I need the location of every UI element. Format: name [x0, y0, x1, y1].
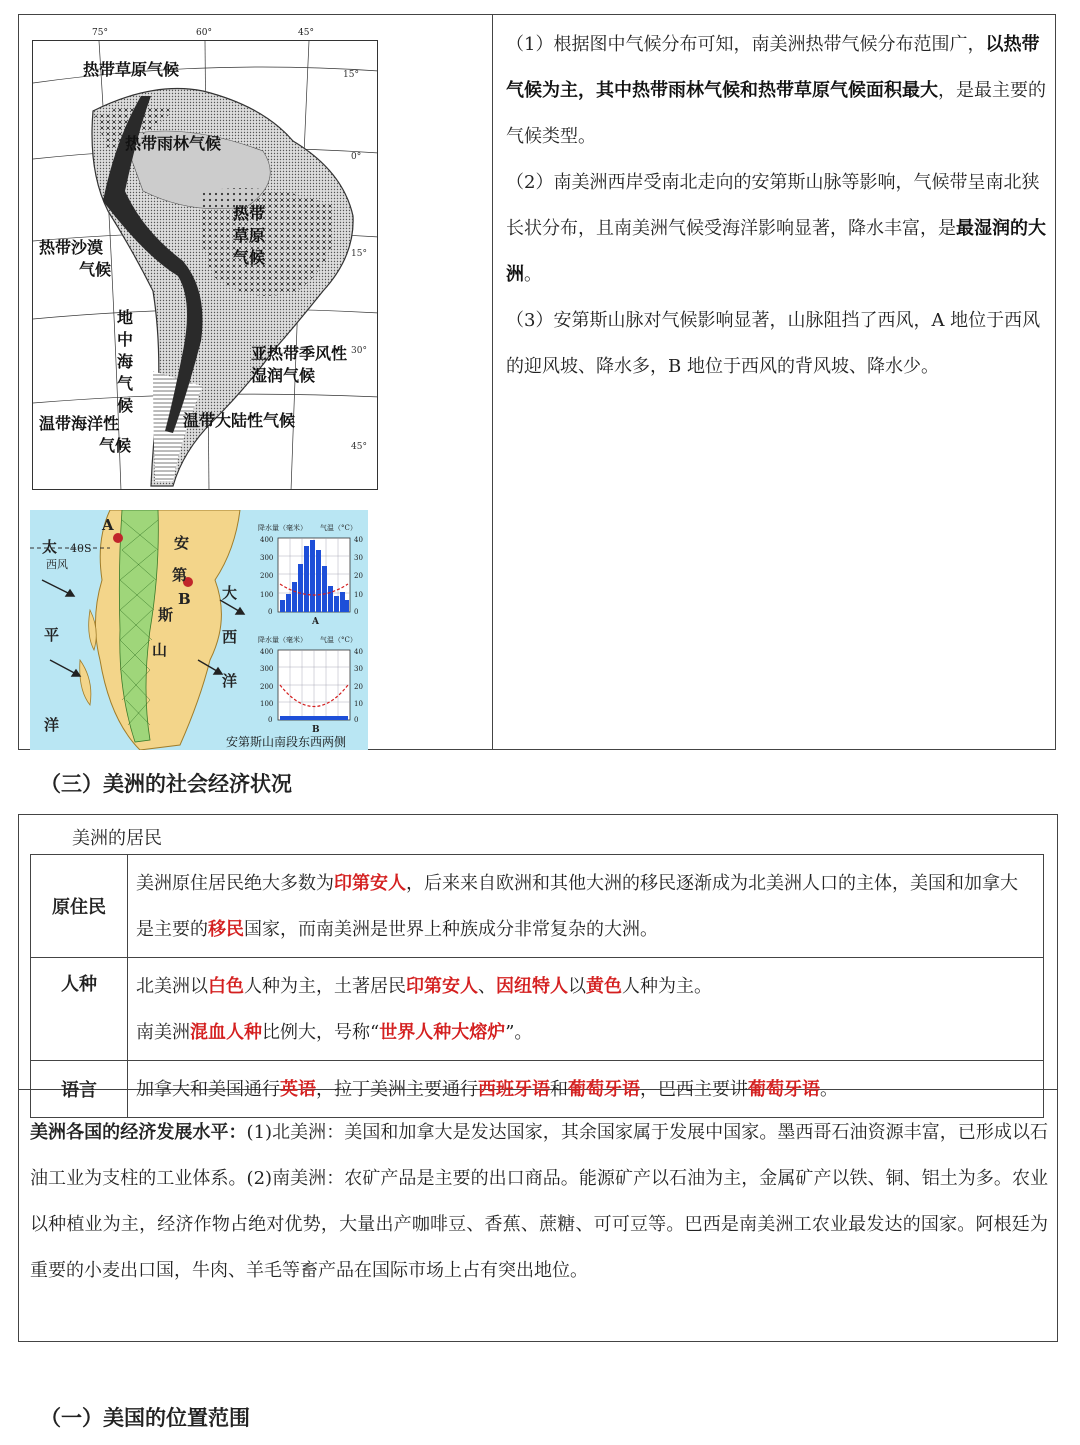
label-savanna-2: 草原 — [233, 226, 266, 245]
label-marine-1: 温带海洋性 — [39, 414, 120, 433]
label-andes-4: 山 — [152, 641, 168, 659]
residents-title: 美洲的居民 — [72, 828, 162, 849]
label-point-a: A — [102, 516, 114, 534]
climate-chart-b — [278, 650, 350, 720]
highlight-term: 西班牙语 — [478, 1079, 550, 1100]
label-pacific-1: 太 — [42, 538, 58, 556]
label-andes-1: 安 — [174, 534, 190, 552]
land-area — [95, 510, 240, 750]
chart-b-tick-200: 200 — [260, 683, 274, 691]
chart-b-temp-0: 0 — [354, 716, 359, 724]
label-atlantic-3: 洋 — [222, 672, 238, 690]
body-text: 北美洲以 — [136, 976, 208, 997]
chart-b-temp-header: 气温（°C） — [320, 636, 357, 644]
label-40s: 40S — [70, 542, 92, 555]
lat-label-45s: 45° — [351, 442, 367, 452]
body-text: 美洲原住居民绝大多数为 — [136, 873, 334, 894]
highlight-term: 混血人种 — [190, 1022, 262, 1043]
map2-caption: 安第斯山南段东西两侧 — [226, 735, 347, 749]
chart-a-precip-header: 降水量（毫米） — [258, 524, 307, 532]
chart-b-label: B — [312, 725, 320, 735]
table-row — [31, 958, 1044, 1061]
label-savanna-3: 气候 — [233, 248, 266, 267]
row-key: 人种 — [31, 958, 128, 1061]
chart-a-label: A — [312, 617, 319, 627]
chart-b-temp-10: 10 — [354, 700, 363, 708]
label-savanna-1: 热带 — [233, 204, 266, 223]
label-subtropical-2: 湿润气候 — [251, 366, 316, 385]
row-line — [136, 1010, 1035, 1056]
highlight-term: 印第安人 — [334, 873, 406, 894]
lat-label-0: 0° — [351, 152, 362, 162]
label-marine-2: 气候 — [99, 436, 132, 455]
chart-a-temp-10: 10 — [354, 591, 363, 599]
label-subtropical-1: 亚热带季风性 — [251, 344, 348, 363]
label-pacific-2: 平 — [44, 626, 60, 644]
economy-text — [30, 1110, 1048, 1294]
label-med-1: 地 — [117, 308, 134, 327]
body-text: 南美洲 — [136, 1022, 190, 1043]
p2-bold: 最湿润的大洲 — [506, 218, 1046, 285]
label-atlantic-1: 大 — [222, 584, 238, 602]
label-atlantic-2: 西 — [222, 628, 238, 646]
highlight-term: 黄色 — [586, 976, 622, 997]
chart-a-temp-header: 气温（°C） — [320, 524, 357, 532]
label-desert-1: 热带沙漠 — [39, 238, 104, 257]
chart-a-tick-100: 100 — [260, 591, 274, 599]
body-text: 人种为主，土著居民 — [244, 976, 406, 997]
label-savanna-north: 热带草原气候 — [83, 60, 180, 79]
body-text: 加拿大和美国通行 — [136, 1079, 280, 1100]
lat-label-15s: 15° — [351, 249, 367, 259]
explanation-p3: （3）安第斯山脉对气候影响显著，山脉阻挡了西风，A 地位于西风的迎风坡、降水多，B 地位于西风的背风坡、降水少。 — [506, 310, 1041, 377]
chart-a-temp-30: 30 — [354, 554, 363, 562]
chart-a-tick-0: 0 — [268, 608, 273, 616]
lon-45: 45° — [298, 28, 314, 38]
label-rainforest: 热带雨林气候 — [125, 134, 222, 153]
chart-b-temp-30: 30 — [354, 665, 363, 673]
body-text: 比例大，号称“ — [262, 1022, 380, 1043]
economy-body: (1)北美洲：美国和加拿大是发达国家，其余国家属于发展中国家。墨西哥石油资源丰富，已形成以石油工业为支柱的工业体系。(2)南美洲：农矿产品是主要的出口商品。能源矿产以石油为主，金属矿产以铁、铜、铝土为多。农业以种植业为主，经济作物占绝对优势，大量出产咖啡豆、香蕉、蔗糖、可可豆等。巴西是南美洲工农业最发达的国家。阿根廷为重要的小麦出口国，牛肉、羊毛等畜产品在国际市场上占有突出地位。 — [30, 1122, 1048, 1281]
body-text: 和 — [550, 1079, 568, 1100]
islands — [80, 610, 97, 705]
body-text: 。 — [820, 1079, 838, 1100]
chart-b-tick-400: 400 — [260, 648, 274, 656]
row-key: 语言 — [31, 1061, 128, 1118]
chart-b-temp-40: 40 — [354, 648, 363, 656]
row-value — [128, 958, 1044, 1061]
lon-75: 75° — [92, 28, 108, 38]
body-text: 人种为主。 — [622, 976, 712, 997]
row-line — [136, 964, 1035, 1010]
p1-tail: ，是最主要的气候类型。 — [506, 80, 1046, 147]
table-row — [31, 855, 1044, 958]
row-key: 原住民 — [31, 855, 128, 958]
label-med-4: 气 — [117, 374, 134, 393]
label-med-2: 中 — [117, 330, 134, 349]
label-andes-3: 斯 — [158, 606, 174, 624]
chart-a-tick-200: 200 — [260, 572, 274, 580]
body-text: ，拉丁美洲主要通行 — [316, 1079, 478, 1100]
body-text: 国家，而南美洲是世界上种族成分非常复杂的大洲。 — [244, 919, 658, 940]
table-divider — [492, 14, 493, 750]
label-med-3: 海 — [117, 352, 134, 371]
label-point-b: B — [178, 590, 191, 608]
chart-a-tick-300: 300 — [260, 554, 274, 562]
section-3-title: （三）美洲的社会经济状况 — [40, 772, 292, 796]
lon-60: 60° — [196, 28, 212, 38]
label-westerly: 西风 — [46, 558, 68, 571]
point-a-marker — [113, 533, 123, 543]
highlight-term: 英语 — [280, 1079, 316, 1100]
p2-tail: 。 — [524, 264, 542, 285]
highlight-term: 世界人种大熔炉 — [379, 1022, 506, 1043]
highlight-term: 因纽特人 — [496, 976, 568, 997]
label-desert-2: 气候 — [79, 260, 112, 279]
row-value — [128, 855, 1044, 958]
body-text: 以 — [568, 976, 586, 997]
chart-b-tick-100: 100 — [260, 700, 274, 708]
highlight-term: 印第安人 — [406, 976, 478, 997]
label-continental: 温带大陆性气候 — [183, 411, 296, 430]
body-text: ”。 — [505, 1022, 533, 1043]
southern-andes-map — [30, 510, 368, 750]
p2-plain: （2）南美洲西岸受南北走向的安第斯山脉等影响，气候带呈南北狭长状分布，且南美洲气候受海洋影响显著，降水丰富，是 — [506, 172, 1040, 239]
highlight-term: 葡萄牙语 — [568, 1079, 640, 1100]
chart-a-tick-400: 400 — [260, 536, 274, 544]
highlight-term: 移民 — [208, 919, 244, 940]
label-med-5: 候 — [117, 396, 134, 415]
south-america-climate-map — [32, 40, 378, 490]
p1-plain: （1）根据图中气候分布可知，南美洲热带气候分布范围广， — [506, 34, 986, 55]
economy-label: 美洲各国的经济发展水平： — [30, 1122, 247, 1143]
explanation-p2 — [506, 160, 1046, 298]
chart-a-temp-20: 20 — [354, 572, 363, 580]
section-1-title: （一）美国的位置范围 — [40, 1406, 250, 1430]
chart-a-temp-0: 0 — [354, 608, 359, 616]
climate-explanation — [506, 22, 1046, 390]
highlight-term: 葡萄牙语 — [748, 1079, 820, 1100]
andes-map-svg — [30, 510, 368, 750]
p1-bold: 以热带气候为主，其中热带雨林气候和热带草原气候面积最大 — [506, 34, 1040, 101]
residents-table — [30, 854, 1044, 1118]
climate-chart-a — [278, 538, 350, 612]
body-text: 、 — [478, 976, 496, 997]
chart-a-temp-40: 40 — [354, 536, 363, 544]
explanation-p1 — [506, 22, 1046, 160]
chart-b-tick-0: 0 — [268, 716, 273, 724]
label-andes-2: 第 — [172, 566, 188, 584]
climate-map-svg — [33, 41, 378, 490]
lat-label-30s: 30° — [351, 346, 367, 356]
body-text: ，后来来自欧洲和其他大洲的移民逐渐成为北美洲人口的主体，美国和加拿大是主要的 — [136, 873, 1018, 940]
label-pacific-3: 洋 — [44, 716, 60, 734]
chart-b-precip-header: 降水量（毫米） — [258, 636, 307, 644]
chart-b-tick-300: 300 — [260, 665, 274, 673]
lat-label-15n: 15° — [343, 70, 359, 80]
chart-b-temp-20: 20 — [354, 683, 363, 691]
body-text: ，巴西主要讲 — [640, 1079, 748, 1100]
highlight-term: 白色 — [208, 976, 244, 997]
